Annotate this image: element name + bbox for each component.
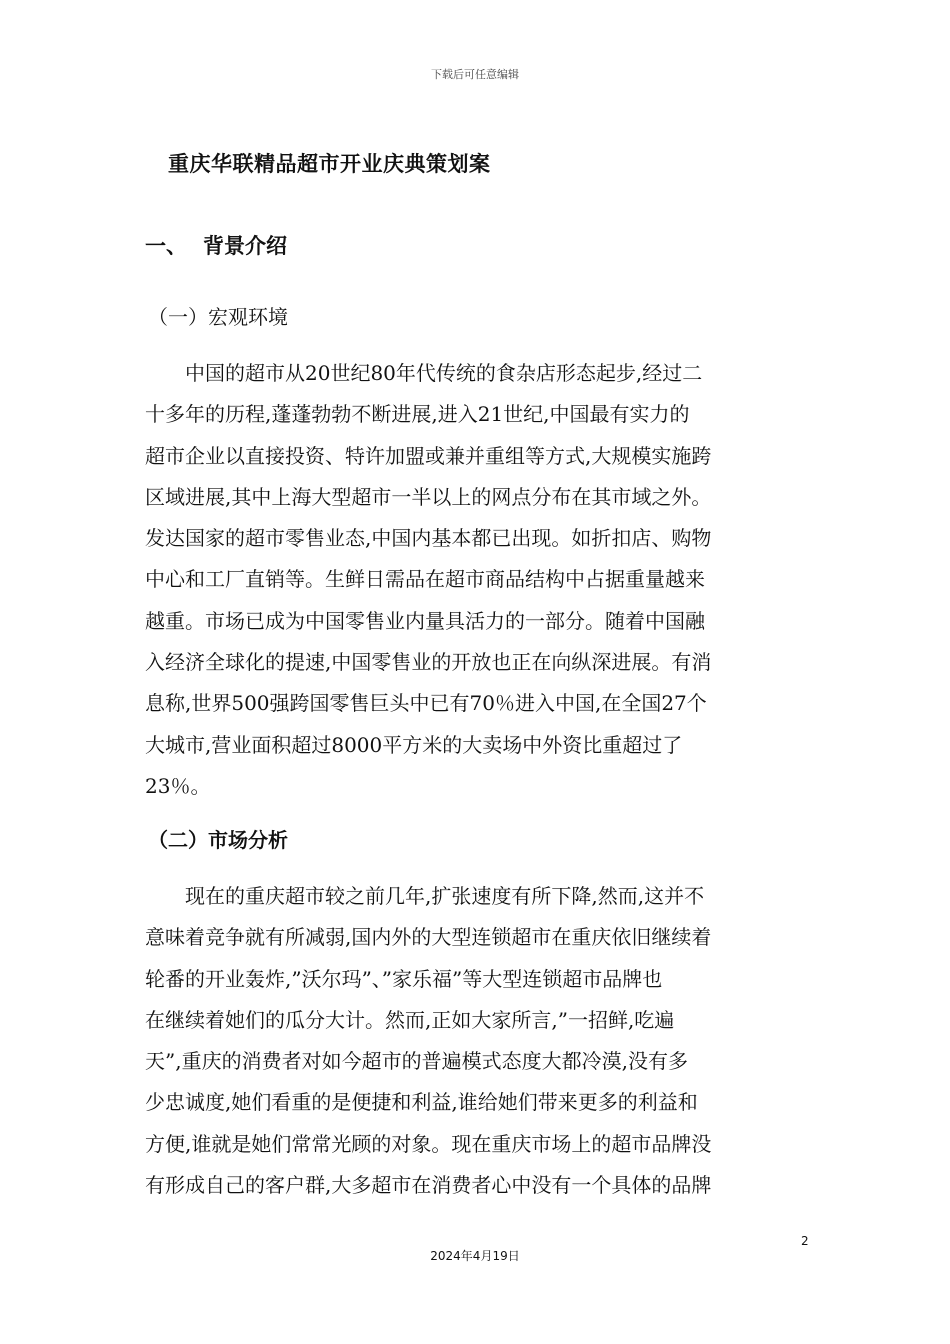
paragraph-line: 方便,谁就是她们常常光顾的对象。现在重庆市场上的超市品牌没 [145, 1131, 712, 1156]
paragraph-line: 十多年的历程,蓬蓬勃勃不断进展,进入21世纪,中国最有实力的 [145, 402, 690, 427]
subheading-market-analysis: （二）市场分析 [148, 828, 288, 852]
section-number: 一、 [145, 234, 187, 258]
document-title: 重庆华联精品超市开业庆典策划案 [168, 152, 491, 176]
paragraph-line: 中心和工厂直销等。生鲜日需品在超市商品结构中占据重量越来 [145, 567, 705, 592]
paragraph-line: 有形成自己的客户群,大多超市在消费者心中没有一个具体的品牌 [145, 1173, 712, 1198]
page-number: 2 [801, 1234, 809, 1248]
subheading-macro-environment: （一）宏观环境 [148, 305, 288, 329]
paragraph-line: 发达国家的超市零售业态,中国内基本都已出现。如折扣店、购物 [145, 526, 712, 551]
section-heading-background [145, 230, 287, 260]
paragraph-line: 入经济全球化的提速,中国零售业的开放也正在向纵深进展。有消 [145, 650, 712, 675]
paragraph-line: 少忠诚度,她们看重的是便捷和利益,谁给她们带来更多的利益和 [145, 1090, 698, 1115]
paragraph-line: 越重。市场已成为中国零售业内量具活力的一部分。随着中国融 [145, 608, 705, 633]
section-title: 背景介绍 [203, 234, 287, 258]
paragraph-line: 意味着竞争就有所减弱,国内外的大型连锁超市在重庆依旧继续着 [145, 925, 712, 950]
footer-date: 2024年4月19日 [430, 1249, 520, 1263]
paragraph-line: 中国的超市从20世纪80年代传统的食杂店形态起步,经过二 [145, 361, 703, 385]
paragraph-line: 23％。 [145, 773, 211, 798]
paragraph-line: 大城市,营业面积超过8000平方米的大卖场中外资比重超过了 [145, 732, 683, 757]
paragraph-line: 轮番的开业轰炸,”沃尔玛”、”家乐福”等大型连锁超市品牌也 [145, 966, 663, 991]
paragraph-line: 超市企业以直接投资、特许加盟或兼并重组等方式,大规模实施跨 [145, 443, 712, 468]
paragraph-macro-environment [145, 353, 810, 807]
paragraph-line: 天”,重庆的消费者对如今超市的普遍模式态度大都冷漠,没有多 [145, 1049, 688, 1074]
paragraph-market-analysis [145, 876, 810, 1206]
paragraph-line: 在继续着她们的瓜分大计。然而,正如大家所言,”一招鲜,吃遍 [145, 1007, 675, 1032]
paragraph-line: 息称,世界500强跨国零售巨头中已有70％进入中国,在全国27个 [145, 691, 707, 716]
paragraph-line: 现在的重庆超市较之前几年,扩张速度有所下降,然而,这并不 [145, 884, 705, 908]
page-header: 下载后可任意编辑 [431, 68, 519, 81]
paragraph-line: 区域进展,其中上海大型超市一半以上的网点分布在其市域之外。 [145, 484, 712, 509]
